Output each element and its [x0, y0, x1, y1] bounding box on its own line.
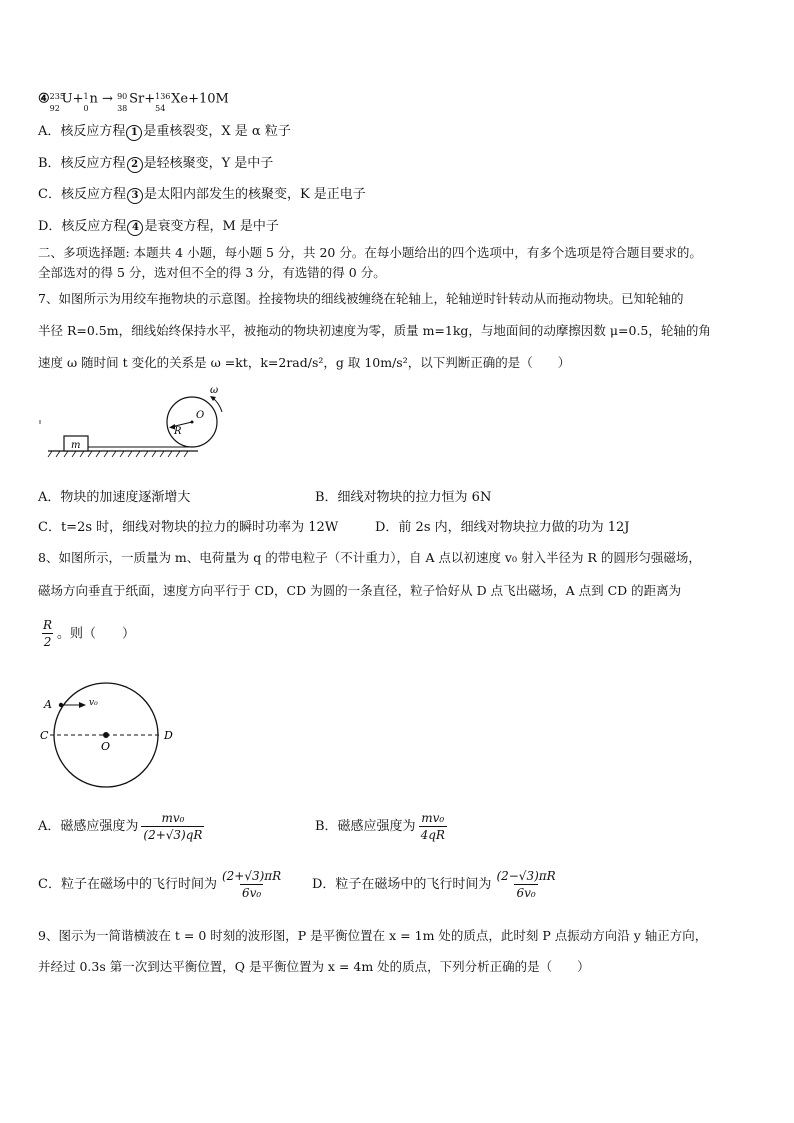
q8-stem-line-3: $\frac{R}{2}$ 。则（ ） — [43, 618, 136, 649]
circled-number-3: 3 — [127, 188, 143, 204]
circled-number-4: 4 — [127, 220, 143, 236]
q6-option-b: B．核反应方程 2 是轻核聚变，Y 是中子 — [38, 156, 274, 171]
magnetic-field-figure — [38, 668, 188, 790]
v0-label: v₀ — [89, 698, 98, 708]
q9-stem-line-1: 9、图示为一简谐横波在 t = 0 时刻的波形图，P 是平衡位置在 x = 1m 处的质点，此时刻 P 点振动方向沿 y 轴正方向， — [38, 928, 708, 943]
equation-number-4: ④ — [38, 91, 50, 107]
plus-sign: + — [72, 91, 84, 107]
q7-option-b: B．细线对物块的拉力恒为 6N — [315, 490, 492, 505]
neutron-symbol: n — [89, 91, 98, 107]
nuclear-equation-4 — [38, 90, 229, 113]
q8-stem-line-2: 磁场方向垂直于纸面，速度方向平行于 CD，CD 为圆的一条直径，粒子恰好从 D 点飞出磁场，A 点到 CD 的距离为 — [38, 583, 682, 598]
xenon-indices: 136 54 — [155, 92, 171, 113]
velocity-arrow-icon — [79, 702, 86, 708]
block-label: m — [71, 440, 81, 451]
option-c-fraction: $\frac{(2+√3)\pi R}{\text{6v₀}}$ — [221, 868, 282, 900]
q7-stem-line-2: 半径 R=0.5m，细线始终保持水平，被拖动的物块初速度为零，质量 m=1kg，与地面间的动摩擦因数 μ=0.5，轮轴的角 — [38, 323, 711, 338]
center-o-label: O — [101, 740, 111, 753]
q7-option-a: A．物块的加速度逐渐增大 — [38, 490, 191, 505]
center-label-o: O — [196, 410, 205, 421]
q7-stem-line-3: 速度 ω 随时间 t 变化的关系是 ω =kt，k=2rad/s²，g 取 10m/s²，以下判断正确的是（ ） — [38, 355, 571, 370]
q8-option-c: C．粒子在磁场中的飞行时间为 $\frac{(2+√3)\pi R}{\text{6v₀}}$ — [38, 868, 282, 900]
strontium-indices: 90 38 — [117, 92, 128, 113]
plus-sign: + — [144, 91, 156, 107]
option-b-fraction: $\frac{\text{mv₀}}{4qR}$ — [420, 810, 445, 842]
section-heading-line-1: 二、多项选择题: 本题共 4 小题，每小题 5 分，共 20 分。在每小题给出的四个选项中，有多个选项是符合题目要求的。 — [38, 245, 702, 260]
omega-label: ω — [210, 385, 219, 396]
point-a-label: A — [44, 698, 52, 711]
equation-tail: +10M — [188, 91, 229, 107]
option-a-fraction: $\frac{\text{mv₀}}{(2+√3)qR}$ — [143, 810, 203, 842]
neutron-indices: 1 0 — [83, 92, 89, 113]
q6-option-c: C．核反应方程 3 是太阳内部发生的核聚变，K 是正电子 — [38, 187, 366, 202]
winch-figure — [38, 378, 248, 474]
point-d-label: D — [164, 729, 173, 742]
circled-number-2: 2 — [127, 157, 143, 173]
q9-stem-line-2: 并经过 0.3s 第一次到达平衡位置，Q 是平衡位置为 x = 4m 处的质点，下列分析正确的是（ ） — [38, 959, 590, 974]
q7-option-d: D．前 2s 内，细线对物块拉力做的功为 12J — [375, 520, 630, 535]
reaction-arrow: → — [102, 91, 113, 107]
q8-option-a: A．磁感应强度为 $\frac{\text{mv₀}}{(2+√3)qR}$ — [38, 810, 203, 842]
q7-option-c: C．t=2s 时，细线对物块的拉力的瞬时功率为 12W — [38, 520, 339, 535]
section-heading-line-2: 全部选对的得 5 分，选对但不全的得 3 分，有选错的得 0 分。 — [38, 265, 386, 280]
xenon-symbol: Xe — [171, 91, 189, 107]
q6-option-a: A．核反应方程 1 是重核裂变，X 是 α 粒子 — [38, 124, 291, 139]
q8-option-b: B．磁感应强度为 $\frac{\text{mv₀}}{4qR}$ — [315, 810, 445, 842]
q6-option-d: D．核反应方程 4 是衰变方程，M 是中子 — [38, 219, 279, 234]
point-c-label: C — [40, 729, 49, 742]
uranium-nuclide-indices: 235 92 — [49, 92, 65, 113]
radius-label-r: R — [174, 426, 182, 437]
circled-number-1: 1 — [126, 125, 142, 141]
q8-stem-line-1: 8、如图所示，一质量为 m、电荷量为 q 的带电粒子（不计重力），自 A 点以初速度 v₀ 射入半径为 R 的圆形匀强磁场， — [38, 550, 701, 565]
option-d-fraction: $\frac{(2-√3)\pi R}{\text{6v₀}}$ — [496, 868, 556, 900]
q8-option-d: D．粒子在磁场中的飞行时间为 $\frac{(2-√3)\pi R}{\text{6v₀}}$ — [312, 868, 556, 900]
distance-fraction: $\frac{R}{2}$ — [43, 618, 53, 649]
uranium-symbol: U — [61, 91, 73, 107]
strontium-symbol: Sr — [129, 91, 145, 107]
q7-stem-line-1: 7、如图所示为用绞车拖物块的示意图。拴接物块的细线被缠绕在轮轴上，轮轴逆时针转动从而拖动物块。已知轮轴的 — [38, 291, 684, 306]
